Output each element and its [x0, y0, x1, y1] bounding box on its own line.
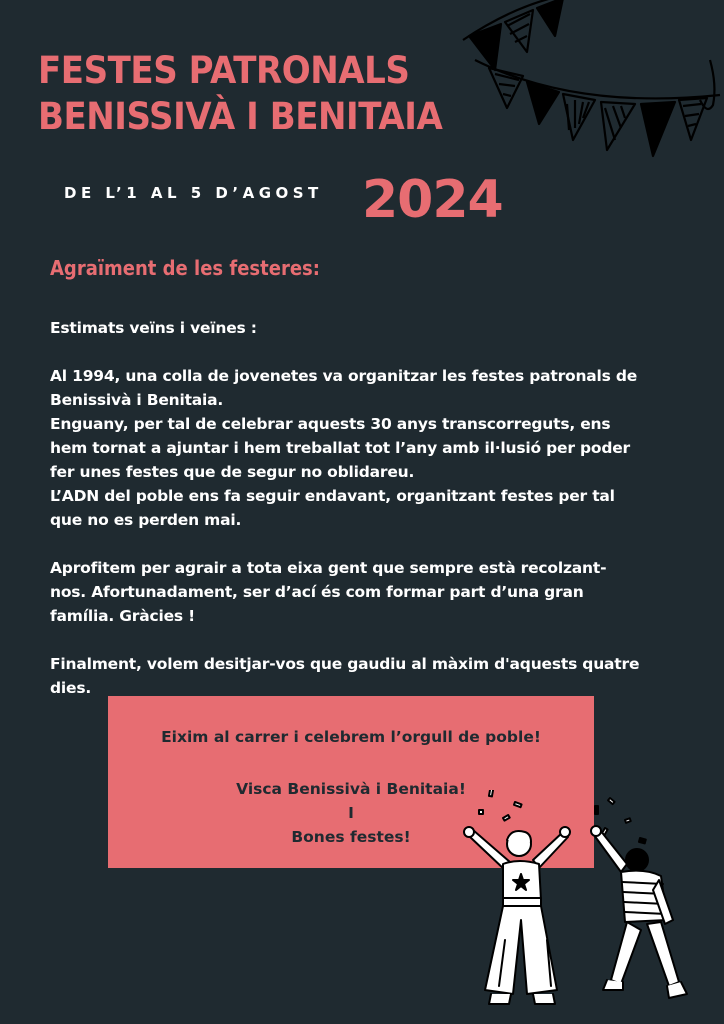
title-line-2: BENISSIVÀ I BENITAIA	[38, 95, 443, 138]
section-subtitle: Agraïment de les festeres:	[50, 256, 320, 280]
paragraph-5-line-2: dies.	[50, 679, 92, 697]
paragraph-1-line-1: Al 1994, una colla de jovenetes va organitzar les festes patronals de	[50, 367, 638, 385]
paragraph-2-line-2: hem tornat a ajuntar i hem treballat tot l’any amb il·lusió per poder	[50, 439, 630, 457]
paragraph-3-line-2: que no es perden mai.	[50, 511, 242, 529]
letter-body	[50, 316, 660, 700]
paragraph-4-line-2: nos. Afortunadament, ser d’ací és com formar part d’una gran	[50, 583, 584, 601]
banner-line-1: Eixim al carrer i celebrem l’orgull de poble!	[161, 728, 541, 746]
paragraph-4-line-3: família. Gràcies !	[50, 607, 195, 625]
title-line-1: FESTES PATRONALS	[38, 49, 410, 92]
paragraph-2-line-1: Enguany, per tal de celebrar aquests 30 anys transcorreguts, ens	[50, 415, 611, 433]
celebrating-people-icon	[455, 790, 690, 1015]
letter-greeting: Estimats veïns i veïnes :	[50, 319, 257, 337]
banner-line-3: I	[348, 804, 354, 822]
banner-line-4: Bones festes!	[291, 828, 411, 846]
paragraph-5-line-1: Finalment, volem desitjar-vos que gaudiu al màxim d'aquests quatre	[50, 655, 640, 673]
event-year: 2024	[362, 170, 503, 230]
event-dates: DE L’1 AL 5 D’AGOST	[64, 184, 323, 202]
paragraph-1-line-2: Benissivà i Benitaia.	[50, 391, 224, 409]
bunting-garland-icon	[455, 0, 724, 185]
paragraph-2-line-3: fer unes festes que de segur no oblidareu.	[50, 463, 415, 481]
paragraph-4-line-1: Aprofitem per agrair a tota eixa gent que sempre està recolzant-	[50, 559, 607, 577]
poster-title	[38, 48, 442, 140]
paragraph-3-line-1: L’ADN del poble ens fa seguir endavant, organitzant festes per tal	[50, 487, 615, 505]
banner-line-2: Visca Benissivà i Benitaia!	[236, 780, 466, 798]
